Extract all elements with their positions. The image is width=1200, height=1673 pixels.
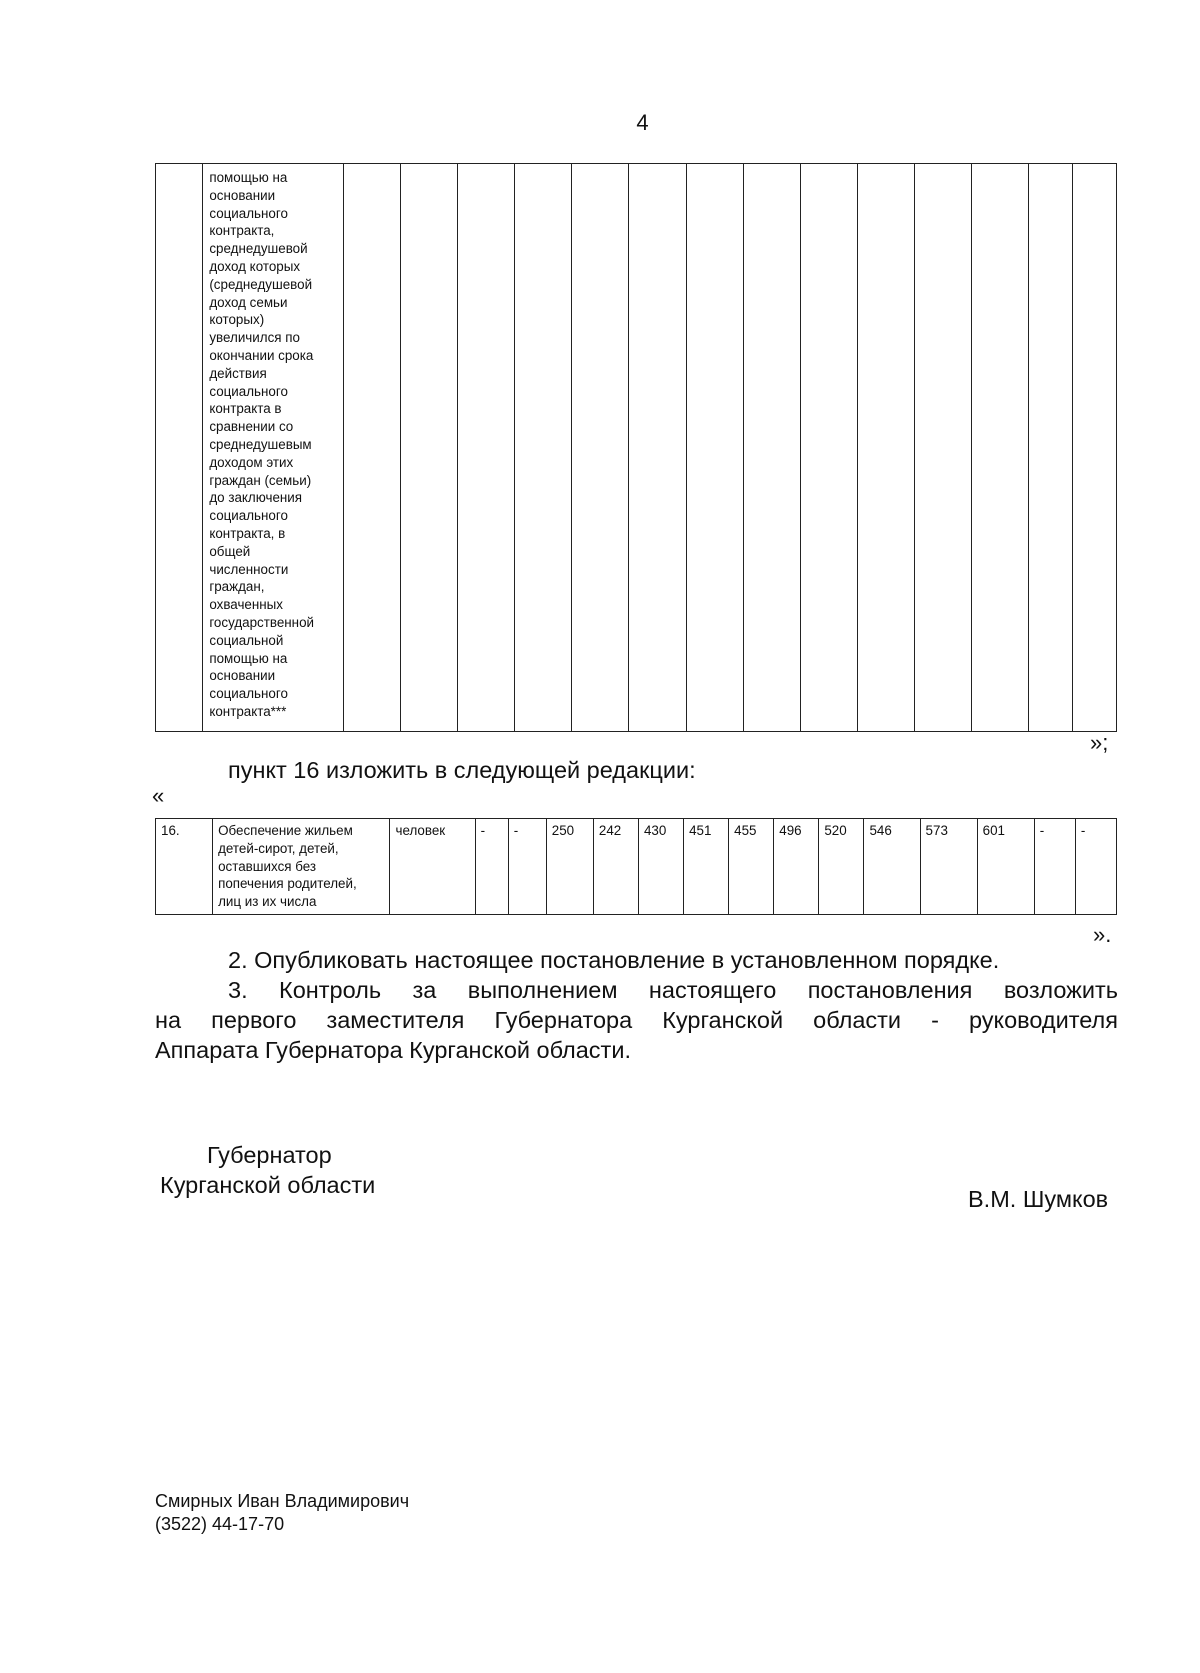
executor-phone: (3522) 44-17-70 xyxy=(155,1514,285,1534)
table-cell xyxy=(1072,164,1116,732)
executor-block xyxy=(155,1490,409,1536)
value-cell: - xyxy=(1034,819,1075,915)
signatory-title-line-1: Губернатор xyxy=(207,1142,332,1168)
amendment-intro: пункт 16 изложить в следующей редакции: xyxy=(228,757,696,783)
value-cell: - xyxy=(508,819,546,915)
paragraph-3-line-3: Аппарата Губернатора Курганской области. xyxy=(155,1037,631,1063)
page-number: 4 xyxy=(636,110,649,135)
indicator-table-continuation xyxy=(155,163,1117,732)
value-cell: 601 xyxy=(977,819,1034,915)
value-cell: 546 xyxy=(864,819,920,915)
signatory-name: В.М. Шумков xyxy=(968,1186,1109,1212)
table-cell xyxy=(743,164,800,732)
table-cell xyxy=(629,164,686,732)
opening-quote: « xyxy=(152,783,165,808)
value-cell: - xyxy=(1075,819,1116,915)
value-cell: 250 xyxy=(546,819,593,915)
value-cell: 455 xyxy=(729,819,774,915)
table-cell xyxy=(686,164,743,732)
executor-name: Смирных Иван Владимирович xyxy=(155,1491,410,1511)
table-cell xyxy=(857,164,914,732)
table-row xyxy=(156,819,1117,915)
closing-quote: »; xyxy=(1090,730,1109,755)
table-cell xyxy=(971,164,1028,732)
value-cell: 520 xyxy=(819,819,864,915)
unit-cell: человек xyxy=(390,819,475,915)
value-cell: 496 xyxy=(774,819,819,915)
value-cell: 451 xyxy=(684,819,729,915)
value-cell: 430 xyxy=(638,819,683,915)
paragraph-3-line-1: 3. Контроль за выполнением настоящего постановления возложить xyxy=(228,977,1118,1003)
table-cell xyxy=(914,164,971,732)
item-number-cell: 16. xyxy=(156,819,213,915)
signatory-title xyxy=(160,1140,375,1200)
table-cell xyxy=(572,164,629,732)
table-cell xyxy=(515,164,572,732)
indicator-description-cell: Обеспечение жильем детей-сирот, детей, оставшихся без попечения родителей, лиц из их числа xyxy=(213,819,390,915)
indicator-description-cell: помощью на основании социального контракта, среднедушевой доход которых (среднедушевой доход семьи которых) увеличился по окончании срока действия социального контракта в сравнении со среднедушевым доходом этих граждан (семьи) до заключения социального контракта, в общей численности граждан, охваченных государственной социальной помощью на основании социального контракта*** xyxy=(203,164,344,732)
table-cell xyxy=(344,164,401,732)
table-cell xyxy=(458,164,515,732)
value-cell: 573 xyxy=(920,819,977,915)
indicator-table-item-16 xyxy=(155,818,1117,915)
signatory-title-line-2: Курганской области xyxy=(160,1172,376,1198)
table-row xyxy=(156,164,1117,732)
table-cell xyxy=(401,164,458,732)
paragraph-2: 2. Опубликовать настоящее постановление в установленном порядке. xyxy=(228,947,1000,973)
closing-quote: ». xyxy=(1093,922,1112,947)
table-cell xyxy=(800,164,857,732)
value-cell: - xyxy=(475,819,508,915)
table-cell xyxy=(1028,164,1072,732)
value-cell: 242 xyxy=(593,819,638,915)
table-cell xyxy=(156,164,203,732)
paragraph-3-line-2: на первого заместителя Губернатора Курганской области - руководителя xyxy=(155,1007,1118,1033)
